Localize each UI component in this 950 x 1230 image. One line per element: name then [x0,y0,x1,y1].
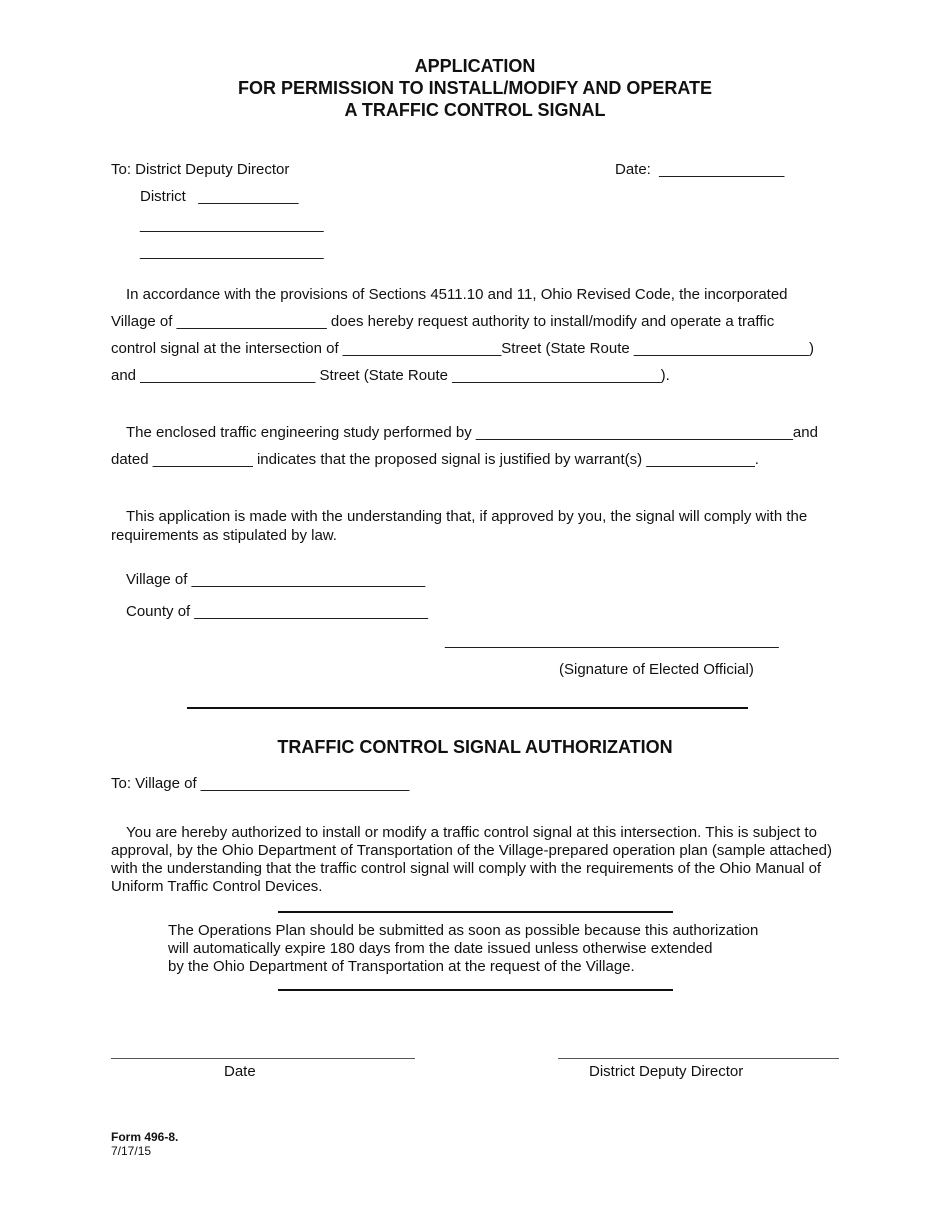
county-of-field[interactable]: County of ____________________________ [126,603,428,620]
notice-top-rule [278,911,673,913]
section-divider [187,707,748,709]
notice-bottom-rule [278,989,673,991]
director-signature-line[interactable] [558,1058,839,1059]
to-district-director: To: District Deputy Director [111,161,290,178]
request-line-1: In accordance with the provisions of Sections 4511.10 and 11, Ohio Revised Code, the incorporated [126,286,788,303]
date-field[interactable]: Date: _______________ [615,161,785,178]
title-line-3: A TRAFFIC CONTROL SIGNAL [344,100,606,120]
authorization-body: You are hereby authorized to install or modify a traffic control signal at this intersection. This is subject to approval, by the Ohio Department of Transportation of the Village-prepared operation plan (sample attached) with the understanding that the traffic control signal will comply with the requirements of the Ohio Manual of Uniform Traffic Control Devices. [111,824,832,895]
study-line-1: The enclosed traffic engineering study performed by ______________________________________and [126,424,818,441]
title-line-2: FOR PERMISSION TO INSTALL/MODIFY AND OPERATE [237,78,713,98]
date-signature-line[interactable] [111,1058,415,1059]
form-id: Form 496-8. [111,1130,179,1144]
notice-line-2: will automatically expire 180 days from the date issued unless otherwise extended [168,940,713,957]
authorization-title: TRAFFIC CONTROL SIGNAL AUTHORIZATION [277,737,673,757]
request-line-2: Village of __________________ does hereby request authority to install/modify and operate a traffic [111,313,775,330]
village-of-field[interactable]: Village of ____________________________ [126,571,426,588]
address-blank-2[interactable]: ______________________ [140,243,324,260]
title-line-1: APPLICATION [414,56,536,76]
understanding-line-1: This application is made with the understanding that, if approved by you, the signal will comply with the [126,508,808,525]
address-blank-1[interactable]: ______________________ [140,216,324,233]
notice-line-3: by the Ohio Department of Transportation at the request of the Village. [168,958,635,975]
request-line-3: control signal at the intersection of ___________________Street (State Route _____________________) [111,340,815,357]
notice-line-1: The Operations Plan should be submitted as soon as possible because this authorization [168,922,759,939]
signature-line[interactable]: ________________________________________ [445,632,779,649]
director-caption: District Deputy Director [589,1063,744,1080]
request-line-4: and _____________________ Street (State Route _________________________). [111,367,670,384]
district-field[interactable]: District ____________ [140,188,299,205]
to-village-field[interactable]: To: Village of _________________________ [111,775,410,792]
form-revision: 7/17/15 [111,1144,152,1158]
understanding-line-2: requirements as stipulated by law. [111,527,337,544]
signature-caption: (Signature of Elected Official) [559,661,754,678]
date-caption: Date [224,1063,256,1080]
study-line-2: dated ____________ indicates that the proposed signal is justified by warrant(s) _____________. [111,451,759,468]
